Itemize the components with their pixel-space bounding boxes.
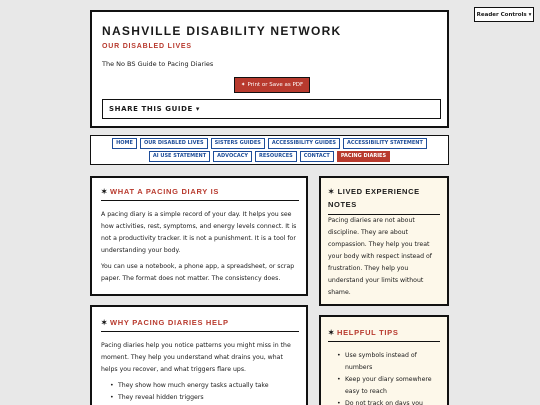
reader-controls-button[interactable]: Reader Controls ▾ (474, 7, 534, 22)
star-icon: ✶ (101, 187, 108, 196)
print-button[interactable] (234, 77, 310, 93)
nav-link-accessibility-guides[interactable]: ACCESSIBILITY GUIDES (268, 138, 340, 149)
nav-link-home[interactable]: HOME (112, 138, 137, 149)
nav-link-sisters-guides[interactable]: SISTERS GUIDES (211, 138, 265, 149)
star-icon: ✶ (101, 318, 108, 327)
list-item: • They reveal hidden triggers (108, 392, 308, 404)
list-item: • Do not track on days you (335, 398, 443, 405)
helpful-tips (319, 315, 449, 405)
list-item: • Keep your diary somewhere easy to reach (335, 374, 443, 398)
section-why-pacing-diaries-help (90, 305, 308, 405)
site-subtitle[interactable]: OUR DISABLED LIVES (102, 43, 192, 50)
section-what-a-pacing-diary-is (90, 176, 308, 296)
site-header (90, 10, 449, 128)
nav-link-ai-use-statement[interactable]: AI USE STATEMENT (149, 151, 210, 162)
paragraph: You can use a notebook, a phone app, a spreadsheet, or scrap paper. The format does not matter. The consistency does. (101, 263, 295, 282)
section-heading: ✶ LIVED EXPERIENCE NOTES (328, 185, 440, 215)
section-heading: ✶ WHY PACING DIARIES HELP (101, 318, 299, 332)
site-title[interactable]: NASHVILLE DISABILITY NETWORK (102, 24, 342, 38)
paragraph: A pacing diary is a simple record of your day. It helps you see how activities, rest, symptoms, and energy levels connect. It is not a productivity tracker. It is not a punishment. It is a tool for understanding your body. (101, 211, 297, 254)
sparkle-icon: ✦ (240, 82, 246, 88)
tips-list (335, 350, 443, 405)
lived-experience-notes (319, 176, 449, 306)
nav-link-contact[interactable]: CONTACT (300, 151, 334, 162)
paragraph: Pacing diaries help you notice patterns you might miss in the moment. They help you understand what drains you, what helps you recover, and what triggers flare ups. (101, 342, 291, 373)
nav-row-1 (91, 138, 448, 149)
nav-link-pacing-diaries[interactable]: PACING DIARIES (337, 151, 390, 162)
star-icon: ✶ (328, 328, 335, 337)
list-item: • They show how much energy tasks actually take (108, 380, 308, 392)
list-item: • Use symbols instead of numbers (335, 350, 443, 374)
benefits-list (108, 380, 308, 404)
section-heading: ✶ HELPFUL TIPS (328, 328, 440, 342)
star-icon: ✶ (328, 187, 335, 196)
share-guide-label: SHARE THIS GUIDE ▾ (109, 105, 201, 113)
nav-link-our-disabled-lives[interactable]: OUR DISABLED LIVES (140, 138, 208, 149)
nav-link-resources[interactable]: RESOURCES (255, 151, 297, 162)
main-nav (90, 135, 449, 165)
page-tagline: The No BS Guide to Pacing Diaries (102, 60, 214, 68)
nav-link-advocacy[interactable]: ADVOCACY (213, 151, 252, 162)
print-button-label: Print or Save as PDF (247, 82, 304, 88)
nav-row-2 (91, 151, 448, 162)
section-heading: ✶ WHAT A PACING DIARY IS (101, 187, 299, 201)
share-guide-dropdown[interactable] (102, 99, 441, 119)
paragraph: Pacing diaries are not about discipline. They are about compassion. They help you treat your body with respect instead of frustration. They help you understand your limits without shame. (328, 217, 432, 296)
nav-link-accessibility-statement[interactable]: ACCESSIBILITY STATEMENT (343, 138, 427, 149)
